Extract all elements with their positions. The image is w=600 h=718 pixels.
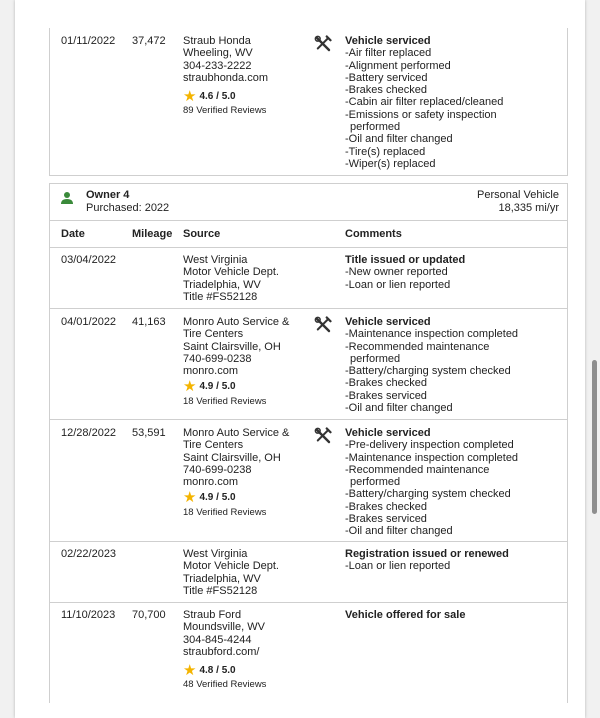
row-source: Monro Auto Service & Tire Centers Saint Clairsville, OH 740-699-0238 monro.com ★ 4.9 / 5.0 18 Verified Reviews	[183, 316, 290, 407]
owner-4-section	[49, 183, 568, 703]
verified-reviews-link[interactable]: 48 Verified Reviews	[183, 679, 267, 691]
row-date: 04/01/2022	[61, 316, 117, 328]
dealer-rating[interactable]: ★ 4.6 / 5.0 89 Verified Reviews	[183, 88, 267, 117]
star-icon: ★	[183, 88, 197, 106]
dealer-rating[interactable]: ★ 4.8 / 5.0 48 Verified Reviews	[183, 662, 267, 691]
source-website-link[interactable]: monro.com	[183, 476, 239, 489]
col-mileage: Mileage	[132, 228, 173, 240]
row-date: 02/22/2023	[61, 548, 117, 560]
table-header	[50, 221, 567, 248]
owner-name: Owner 4	[86, 189, 130, 201]
row-source: West Virginia Motor Vehicle Dept. Triadelphia, WV Title #FS52128	[183, 254, 279, 303]
row-date: 03/04/2022	[61, 254, 117, 266]
report-page	[15, 0, 585, 718]
row-mileage: 53,591	[132, 427, 166, 439]
row-comments: Vehicle serviced -Pre-delivery inspection completed -Maintenance inspection completed -Recommended maintenance performed -Battery/charging system checked -Brakes checked -Brakes serviced -Oil and filter changed	[345, 427, 519, 538]
row-comments: Vehicle serviced -Maintenance inspection completed -Recommended maintenance performed -Battery/charging system checked -Brakes checked -Brakes serviced -Oil and filter changed	[345, 316, 519, 415]
row-comments: Registration issued or renewed -Loan or lien reported	[345, 548, 509, 573]
wrench-screwdriver-icon	[314, 427, 332, 445]
row-date: 11/10/2023	[61, 609, 116, 621]
col-comments: Comments	[345, 228, 402, 240]
scrollbar-thumb[interactable]	[592, 360, 597, 514]
table-row	[50, 248, 567, 309]
row-mileage: 37,472	[132, 35, 166, 47]
dealer-rating[interactable]: ★ 4.9 / 5.0 18 Verified Reviews	[183, 491, 289, 519]
row-date: 01/11/2022	[61, 35, 116, 47]
owner-vehicle-info	[477, 189, 559, 215]
table-row	[50, 309, 567, 420]
source-website-link[interactable]: straubhonda.com	[183, 71, 268, 84]
row-source: Straub Honda Wheeling, WV 304-233-2222 straubhonda.com ★ 4.6 / 5.0 89 Verified Reviews	[183, 35, 268, 117]
verified-reviews-link[interactable]: 18 Verified Reviews	[183, 506, 267, 518]
table-row	[50, 603, 567, 703]
owner-header	[50, 184, 567, 221]
col-date: Date	[61, 228, 85, 240]
row-mileage: 41,163	[132, 316, 166, 328]
row-mileage: 70,700	[132, 609, 166, 621]
owner-person-icon	[60, 191, 74, 205]
table-row	[50, 420, 567, 542]
wrench-screwdriver-icon	[314, 316, 332, 334]
previous-owner-section	[49, 28, 568, 176]
star-icon: ★	[183, 378, 197, 396]
row-source: Straub Ford Moundsville, WV 304-845-4244 straubford.com/ ★ 4.8 / 5.0 48 Verified Reviews	[183, 609, 267, 691]
dealer-rating[interactable]: ★ 4.9 / 5.0 18 Verified Reviews	[183, 380, 289, 408]
row-date: 12/28/2022	[61, 427, 117, 439]
row-comments: Vehicle serviced -Air filter replaced -Alignment performed -Battery serviced -Brakes checked -Cabin air filter replaced/cleaned -Emissions or safety inspection performed -Oil and filter changed -Tire(s) replaced -Wiper(s) replaced	[345, 35, 504, 170]
row-source: Monro Auto Service & Tire Centers Saint Clairsville, OH 740-699-0238 monro.com ★ 4.9 / 5.0 18 Verified Reviews	[183, 427, 290, 518]
table-row	[50, 542, 567, 603]
verified-reviews-link[interactable]: 18 Verified Reviews	[183, 395, 267, 407]
source-website-link[interactable]: monro.com	[183, 365, 239, 378]
star-icon: ★	[183, 662, 197, 680]
annual-miles: 18,335 mi/yr	[498, 202, 559, 214]
row-comments: Title issued or updated -New owner reported -Loan or lien reported	[345, 254, 466, 291]
row-comments: Vehicle offered for sale	[345, 609, 466, 621]
owner-purchased: Purchased: 2022	[86, 202, 170, 214]
owner-info	[86, 189, 169, 215]
source-website-link[interactable]: straubford.com/	[183, 645, 260, 658]
history-row	[50, 28, 567, 175]
col-source: Source	[183, 228, 221, 240]
wrench-screwdriver-icon	[314, 35, 332, 53]
verified-reviews-link[interactable]: 89 Verified Reviews	[183, 105, 267, 117]
row-source: West Virginia Motor Vehicle Dept. Triadelphia, WV Title #FS52128	[183, 548, 279, 597]
star-icon: ★	[183, 489, 197, 507]
vehicle-type: Personal Vehicle	[477, 189, 559, 201]
